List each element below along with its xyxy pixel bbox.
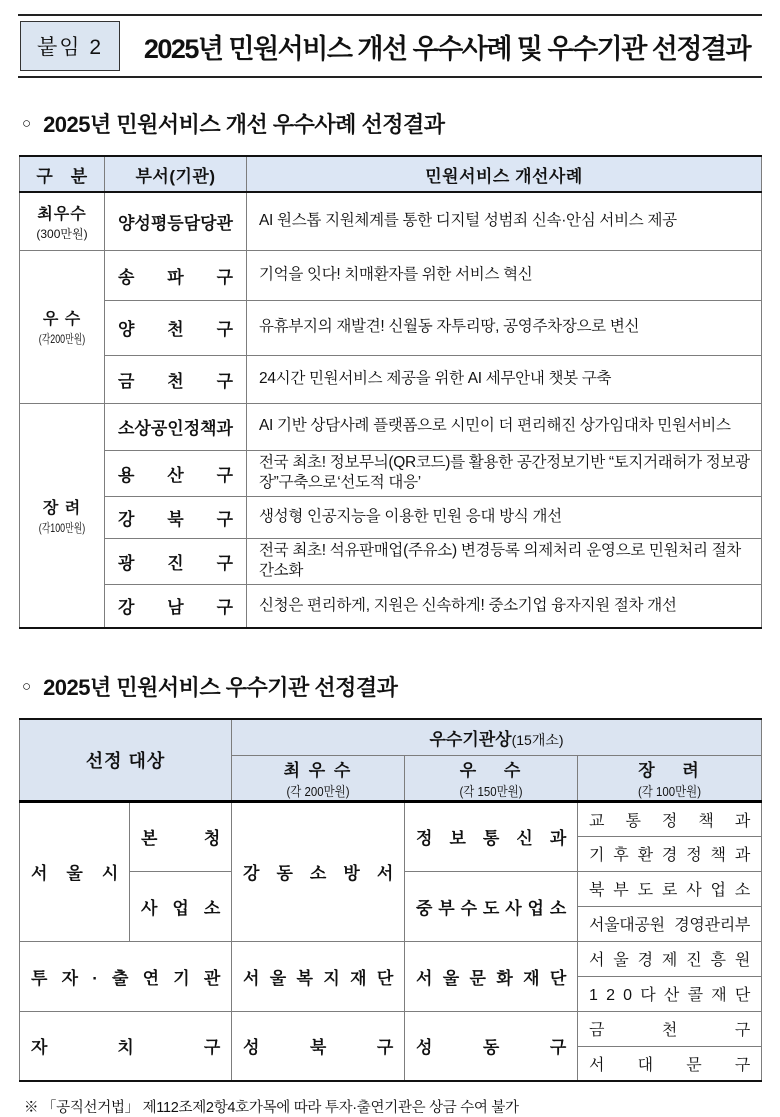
dept-cell: 광 진 구 [105, 538, 247, 584]
grade-label: 우 수 [459, 760, 523, 780]
encourage-cell: 서 울 경 제 진 흥 원 [578, 941, 762, 976]
circle-bullet-icon: ○ [22, 678, 32, 695]
table-row [20, 300, 762, 355]
case-cell: AI 원스톱 지원체계를 통한 디지털 성범죄 신속·안심 서비스 제공 [247, 192, 762, 250]
table-row [20, 1011, 762, 1046]
best-cell: 서 울 복 지 재 단 [232, 941, 405, 1011]
target-cell-invest: 투 자 · 출 연 기 관 [20, 941, 232, 1011]
dept-cell: 강 북 구 [105, 496, 247, 538]
encourage-cell: 금 천 구 [578, 1011, 762, 1046]
col-header-award [232, 719, 762, 755]
excellent-cell: 정 보 통 신 과 [405, 801, 578, 871]
dept-cell: 금 천 구 [105, 355, 247, 403]
legal-footnote: ※ 「공직선거법」 제112조제2항4호가목에 따라 투자·출연기관은 상금 수여 불가 [24, 1100, 519, 1116]
dept-cell: 강 남 구 [105, 584, 247, 628]
prize-label: (각 200만원) [286, 783, 350, 799]
dept-cell: 양성평등담당관 [105, 192, 247, 250]
prize-label: (각 100만원) [637, 783, 702, 799]
attachment-label: 붙임 2 [20, 21, 120, 71]
excellent-cell: 서 울 문 화 재 단 [405, 941, 578, 1011]
excellent-institutions-table [19, 718, 762, 1082]
table-row [20, 450, 762, 496]
page-title: 2025년 민원서비스 개선 우수사례 및 우수기관 선정결과 [143, 33, 751, 64]
encourage-cell: 교 통 정 책 과 [578, 801, 762, 836]
encourage-cell: 기 후 환 경 정 책 과 [578, 836, 762, 871]
target-cell-seoul: 서 울 시 [20, 801, 130, 941]
case-cell: 유휴부지의 재발견! 신월동 자투리땅, 공영주차장으로 변신 [247, 300, 762, 355]
dept-cell: 양 천 구 [105, 300, 247, 355]
col-header-case: 민원서비스 개선사례 [247, 156, 762, 192]
circle-bullet-icon: ○ [22, 115, 32, 132]
grade-label: 장 려 [42, 499, 82, 517]
col-header-encourage [578, 755, 762, 801]
encourage-cell: 서울대공원 경영관리부 [578, 906, 762, 941]
col-header-category: 구 분 [20, 156, 105, 192]
table-row [20, 538, 762, 584]
col-header-best [232, 755, 405, 801]
col-header-target: 선정 대상 [20, 719, 232, 801]
grade-label: 우 수 [42, 311, 82, 328]
grade-label: 최우수 [37, 205, 87, 223]
dept-cell: 소상공인정책과 [105, 403, 247, 450]
grade-cell-encourage [20, 403, 105, 628]
subtarget-cell-branch: 사 업 소 [130, 871, 232, 941]
prize-label: (각100만원) [38, 520, 86, 535]
excellent-cell: 성 동 구 [405, 1011, 578, 1081]
encourage-cell: 1 2 0 다 산 콜 재 단 [578, 976, 762, 1011]
grade-label: 최 우 수 [283, 760, 353, 780]
case-cell: AI 기반 상담사례 플랫폼으로 시민이 더 편리해진 상가임대차 민원서비스 [247, 403, 762, 450]
section2-heading-text: 2025년 민원서비스 우수기관 선정결과 [43, 675, 398, 700]
section2-heading [20, 671, 762, 702]
table-row [20, 250, 762, 300]
case-cell: 전국 최초! 석유판매업(주유소) 변경등록 의제처리 운영으로 민원처리 절차 간소화 [247, 538, 762, 584]
best-cell: 강 동 소 방 서 [232, 801, 405, 941]
prize-label: (300만원) [36, 226, 88, 241]
table-row [20, 403, 762, 450]
subtarget-cell-main: 본 청 [130, 801, 232, 871]
award-header-label: 우수기관상 [429, 729, 512, 749]
improvement-cases-table [19, 155, 762, 629]
section1-heading-text: 2025년 민원서비스 개선 우수사례 선정결과 [43, 112, 445, 137]
table-row [20, 496, 762, 538]
table-row [20, 801, 762, 836]
case-cell: 기억을 잇다! 치매환자를 위한 서비스 혁신 [247, 250, 762, 300]
document-header [18, 14, 762, 78]
case-cell: 24시간 민원서비스 제공을 위한 AI 세무안내 챗봇 구축 [247, 355, 762, 403]
section1-heading [20, 108, 762, 139]
award-count-label: (15개소) [511, 731, 564, 748]
grade-label: 장 려 [638, 760, 701, 780]
grade-cell-excellent [20, 250, 105, 403]
case-cell: 전국 최초! 정보무늬(QR코드)를 활용한 공간정보기반 “토지거래허가 정보광장”구축으로‘선도적 대응’ [247, 450, 762, 496]
dept-cell: 용 산 구 [105, 450, 247, 496]
excellent-cell: 중 부 수 도 사 업 소 [405, 871, 578, 941]
case-cell: 신청은 편리하게, 지원은 신속하게! 중소기업 융자지원 절차 개선 [247, 584, 762, 628]
prize-label: (각 150만원) [459, 783, 523, 799]
encourage-cell: 서 대 문 구 [578, 1046, 762, 1081]
target-cell-district: 자 치 구 [20, 1011, 232, 1081]
dept-cell: 송 파 구 [105, 250, 247, 300]
best-cell: 성 북 구 [232, 1011, 405, 1081]
case-cell: 생성형 인공지능을 이용한 민원 응대 방식 개선 [247, 496, 762, 538]
col-header-excellent [405, 755, 578, 801]
table-row [20, 584, 762, 628]
table-row [20, 192, 762, 250]
table-row [20, 355, 762, 403]
col-header-department: 부서(기관) [105, 156, 247, 192]
encourage-cell: 북 부 도 로 사 업 소 [578, 871, 762, 906]
grade-cell-best [20, 192, 105, 250]
prize-label: (각200만원) [38, 332, 86, 346]
table-row [20, 941, 762, 976]
